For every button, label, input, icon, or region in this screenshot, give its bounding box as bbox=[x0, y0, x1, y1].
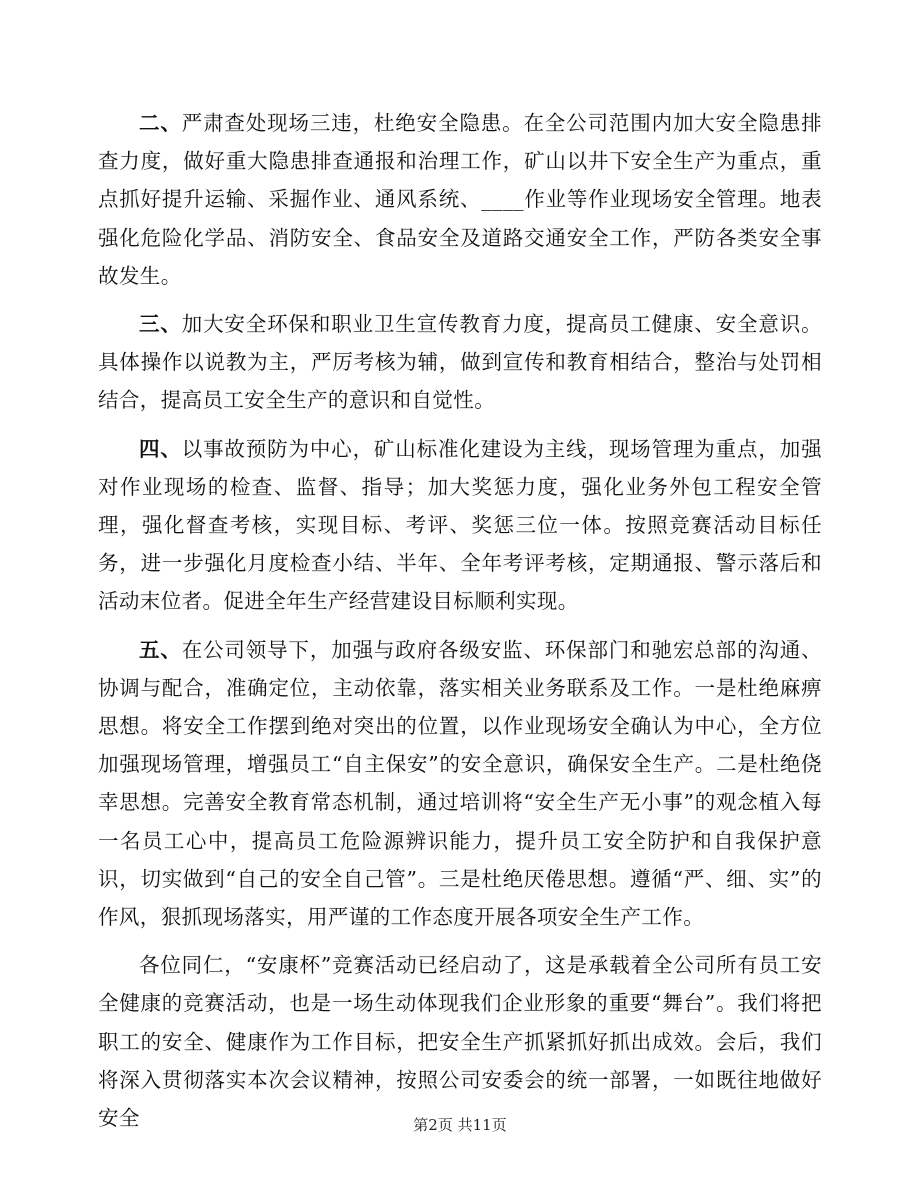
paragraph-text: 各位同仁，“安康杯”竞赛活动已经启动了，这是承载着全公司所有员工安全健康的竞赛活动，也是一场生动体现我们企业形象的重要“舞台”。我们将把职工的安全、健康作为工作目标，把安全生产抓紧抓好抓出成效。会后，我们将深入贯彻落实本次会议精神，按照公司安委会的统一部署，一如既往地做好安全 bbox=[98, 953, 822, 1131]
paragraph-2 bbox=[98, 104, 822, 295]
page-number-footer: 第2页 共11页 bbox=[413, 1116, 507, 1134]
paragraph-lead: 二、 bbox=[139, 111, 182, 135]
paragraph-lead: 三、 bbox=[139, 312, 182, 337]
paragraph-text: 加大安全环保和职业卫生宣传教育力度，提高员工健康、安全意识。具体操作以说教为主，严厉考核为辅，做到宣传和教育相结合，整治与处罚相结合，提高员工安全生产的意识和自觉性。 bbox=[98, 312, 822, 413]
paragraph-4 bbox=[98, 430, 822, 621]
paragraph-text: 严肃查处现场三违，杜绝安全隐患。在全公司范围内加大安全隐患排查力度，做好重大隐患排查通报和治理工作，矿山以井下安全生产为重点，重点抓好提升运输、采掘作业、通风系统、____作业等作业现场安全管理。地表强化危险化学品、消防安全、食品安全及道路交通安全工作，严防各类安全事故发生。 bbox=[98, 111, 822, 288]
paragraph-3 bbox=[98, 305, 822, 420]
paragraph-closing bbox=[98, 946, 822, 1137]
paragraph-text: 在公司领导下，加强与政府各级安监、环保部门和驰宏总部的沟通、协调与配合，准确定位，主动依靠，落实相关业务联系及工作。一是杜绝麻痹思想。将安全工作摆到绝对突出的位置，以作业现场安全确认为中心，全方位加强现场管理，增强员工“自主保安”的安全意识，确保安全生产。二是杜绝侥幸思想。完善安全教育常态机制，通过培训将“安全生产无小事”的观念植入每一名员工心中，提高员工危险源辨识能力，提升员工安全防护和自我保护意识，切实做到“自己的安全自己管”。三是杜绝厌倦思想。遵循“严、细、实”的作风，狠抓现场落实，用严谨的工作态度开展各项安全生产工作。 bbox=[98, 637, 822, 930]
paragraph-text: 以事故预防为中心，矿山标准化建设为主线，现场管理为重点，加强对作业现场的检查、监督、指导；加大奖惩力度，强化业务外包工程安全管理，强化督查考核，实现目标、考评、奖惩三位一体。按照竞赛活动目标任务，进一步强化月度检查小结、半年、全年考评考核，定期通报、警示落后和活动末位者。促进全年生产经营建设目标顺利实现。 bbox=[98, 436, 822, 614]
paragraph-5 bbox=[98, 631, 822, 937]
document-body bbox=[98, 104, 822, 1147]
paragraph-lead: 四、 bbox=[139, 436, 182, 461]
paragraph-lead: 五、 bbox=[139, 637, 182, 662]
